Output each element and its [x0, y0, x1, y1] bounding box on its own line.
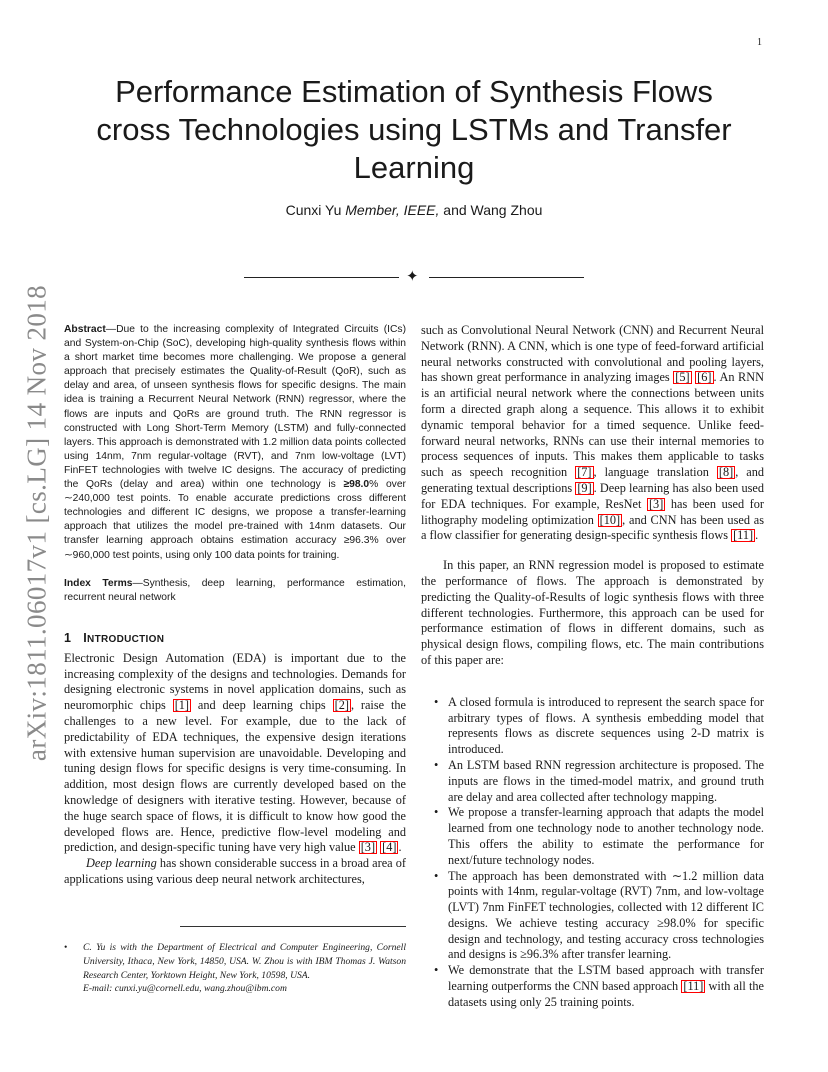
- list-item: [421, 695, 764, 758]
- right-column: [421, 323, 764, 1011]
- text-run: , and generating textual descriptions: [421, 465, 765, 495]
- list-item: [421, 758, 764, 805]
- citation-link[interactable]: [3]: [360, 840, 376, 855]
- citation-link[interactable]: [11]: [683, 979, 704, 994]
- text-run: .: [398, 840, 402, 855]
- section-title-initial: I: [83, 630, 88, 645]
- text-run: . An RNN is an artificial neural network where the connections between units form a directed graph along a sequence. This allows it to exhibit dynamic temporal behavior for a timed sequence. Unlike feed-forward neural networks, RNNs can use their internal memories to process sequences of inputs. This makes them applicable to tasks such as speech recognition: [421, 370, 765, 480]
- list-item: [421, 963, 764, 1010]
- author-membership: Member, IEEE,: [345, 202, 440, 218]
- bullet-icon: •: [434, 868, 439, 883]
- index-terms-label: Index Terms: [64, 577, 133, 589]
- citation-link[interactable]: [1]: [174, 698, 190, 713]
- index-terms: [64, 577, 406, 605]
- bullet-icon: •: [434, 805, 439, 820]
- intro-paragraph-deep-learning: [64, 856, 406, 888]
- citation-link[interactable]: [4]: [382, 840, 397, 855]
- section-title-rest: NTRODUCTION: [87, 633, 165, 645]
- text-run: Electronic Design Automation (EDA) is important due to the increasing complexity of the designs and technologies. Demands for designing electronic systems in novel application domains, such as neuromorphic chips: [64, 650, 406, 713]
- intro-paragraph-continued: [421, 323, 764, 544]
- citation-link[interactable]: [2]: [334, 698, 349, 713]
- contribution-text: A closed formula is introduced to represent the search space for arbitrary types of flows. A synthesis embedding model that represents flows as discrete sequences using 2-D matrix is introduced.: [448, 694, 764, 757]
- abstract-accuracy-value: ≥98.0: [343, 479, 370, 491]
- section-heading-introduction: [64, 631, 406, 645]
- text-run: , and CNN has been used as a flow classifier for generating design-specific synthesis flows: [421, 512, 764, 543]
- text-run: , language translation: [593, 465, 717, 480]
- divider-rule-left: [244, 277, 399, 278]
- intro-paragraph: [64, 651, 406, 856]
- contribution-text: An LSTM based RNN regression architecture is proposed. The inputs are flows in the timed-model matrix, and ground truth are delay and area collected after technology mapping.: [448, 757, 764, 804]
- abstract-text: —Due to the increasing complexity of Integrated Circuits (ICs) and System-on-Chip (SoC), developing high-quality synthesis flows within a short market time becomes more challenging. We propose a general approach that precisely estimates the Quality-of-Result (QoR), such as delay and area, of unseen synthesis flows for specific designs. The main idea is training a Recurrent Neural Network (RNN) regressor, where the flows are inputs and QoRs are ground truth. The RNN regressor is constructed with Long Short-Term Memory (LSTM) and fully-connected layers. This approach is demonstrated with 1.2 million data points collected using 14nm, 7nm regular-voltage (RVT), and 7nm low-voltage (LVT) FinFET technologies with twelve IC designs. The accuracy of predicting the QoRs (delay and area) within one technology is: [64, 324, 406, 491]
- title-divider: [244, 267, 584, 285]
- title-line: Learning: [353, 150, 475, 185]
- bullet-icon: •: [434, 757, 439, 772]
- footnote-bullet: •: [64, 942, 68, 953]
- footnote-email: E-mail: cunxi.yu@cornell.edu, wang.zhou@ibm.com: [83, 983, 287, 995]
- text-run: has shown considerable success in a broad area of applications using various deep neural network architectures,: [64, 856, 406, 886]
- title-line: cross Technologies using LSTMs and Transfer: [96, 112, 732, 147]
- text-run: such as Convolutional Neural Network (CNN) and Recurrent Neural Network (RNN). A CNN, which is one type of feed-forward artificial neural networks constructed with convolutional and pooling layers, has shown great performance in analyzing images: [421, 323, 764, 385]
- author-line: [64, 202, 764, 218]
- divider-rule-right: [429, 277, 584, 278]
- text-run: with all the datasets using only 25 training points.: [448, 979, 764, 1009]
- author-name-second: and Wang Zhou: [443, 202, 543, 218]
- text-run: , raise the challenges to a new level. For example, due to the lack of predictability of EDA techniques, the expensive design iterations with extensive human supervision are unavoidable. Developing and tuning design flows for specific designs is very time-consuming. In addition, most design flows are currently developed based on the knowledge of designers with iterative testing. However, because of the huge search space of flows, it is difficult to know how good the developed flows are. Hence, predictive flow-level modeling and prediction, and design-specific tuning have very high value: [64, 698, 406, 855]
- citation-link[interactable]: [6]: [697, 370, 712, 385]
- abstract: [64, 323, 406, 563]
- citation-link[interactable]: [11]: [733, 528, 754, 543]
- abstract-text-continued: % over ∼240,000 test points. To enable accurate predictions cross different technologies and different IC designs, we propose a transfer-learning approach that utilizes the model pre-trained with 14nm datasets. Our transfer learning approach obtains estimation accuracy ≥96.3% over ∼960,000 test points, using only 100 data points for training.: [64, 479, 406, 561]
- citation-link[interactable]: [3]: [648, 496, 664, 511]
- citation-link[interactable]: [7]: [577, 465, 592, 480]
- bullet-icon: •: [434, 963, 439, 978]
- text-run: We demonstrate that the LSTM based approach with transfer learning outperforms the CNN based approach: [448, 963, 764, 994]
- text-run: . Deep learning has also been used for EDA techniques. For example, ResNet: [421, 480, 764, 511]
- text-run: .: [755, 528, 759, 543]
- abstract-label: Abstract: [64, 324, 106, 335]
- text-run: has been used for lithography modeling optimization: [421, 496, 765, 527]
- contribution-text: We propose a transfer-learning approach that adapts the model learned from one technology node to another technology node. This offers the ability to estimate the performance for next/future technology nodes.: [448, 805, 764, 867]
- bullet-icon: •: [434, 694, 439, 709]
- section-number: 1: [64, 630, 72, 645]
- left-column: [64, 323, 406, 888]
- title-line: Performance Estimation of Synthesis Flows: [115, 74, 713, 109]
- citation-link[interactable]: [9]: [577, 480, 592, 495]
- paper-title: [64, 73, 764, 187]
- list-item: [421, 869, 764, 964]
- footnote-affiliation-text: C. Yu is with the Department of Electrical and Computer Engineering, Cornell University, Ithaca, New York, 14850, USA. W. Zhou is with IBM Thomas J. Watson Research Center, Yorktown Height, New York, 10598, USA.: [83, 942, 406, 981]
- emphasis-term: Deep learning: [86, 856, 157, 871]
- text-run: and deep learning chips: [191, 698, 333, 713]
- paper-summary-paragraph: In this paper, an RNN regression model is proposed to estimate the performance of flows. The approach is demonstrated by predicting the Quality-of-Results of logic synthesis flows with three different technologies. Furthermore, this approach can be used for performance estimation of flows in different domains, such as physical design flows, compiling flows, etc. The main contributions of this paper are:: [421, 558, 764, 667]
- contribution-text: The approach has been demonstrated with ∼1.2 million data points with 14nm, regular-voltage (RVT) 7nm, and low-voltage (LVT) 7nm FinFET technologies, collected with 12 different IC designs. We achieve testing accuracy ≥98.0% for specific design and technology, and testing accuracy cross technologies and designs is ≥96.3% after transfer learning.: [448, 868, 764, 962]
- author-name: Cunxi Yu: [285, 202, 342, 218]
- divider-star-icon: ✦: [406, 267, 419, 285]
- arxiv-identifier-stamp: arXiv:1811.06017v1 [cs.LG] 14 Nov 2018: [21, 284, 52, 762]
- page-number: 1: [757, 37, 762, 48]
- citation-link[interactable]: [10]: [599, 512, 621, 527]
- citation-link[interactable]: [5]: [675, 370, 690, 385]
- contributions-list: [421, 695, 764, 1011]
- index-terms-text: —Synthesis, deep learning, performance estimation, recurrent neural network: [64, 577, 406, 603]
- citation-link[interactable]: [8]: [718, 465, 734, 480]
- footnote-rule: [180, 926, 406, 927]
- list-item: [421, 805, 764, 868]
- author-footnote: [64, 941, 406, 996]
